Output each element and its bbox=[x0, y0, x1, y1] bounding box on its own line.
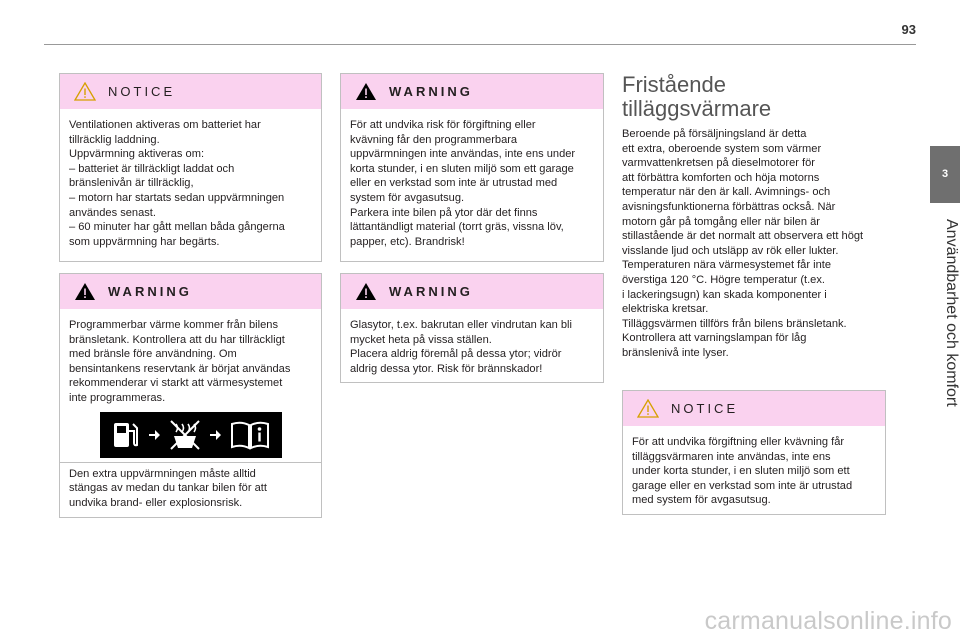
notice-header bbox=[623, 391, 885, 426]
refuel-pictogram bbox=[100, 412, 282, 458]
arrow-icon bbox=[210, 429, 222, 441]
warning-heading: WARNING bbox=[389, 84, 473, 99]
manual-book-icon bbox=[230, 420, 270, 450]
no-heater-icon bbox=[168, 418, 202, 452]
page-number: 93 bbox=[901, 22, 916, 37]
notice-text: Ventilationen aktiveras om batteriet har tillräcklig laddning. Uppvärmning aktiveras om: – batteriet är tillräckligt laddat och bränslenivån är tillräcklig, – motorn har startats sedan uppvärmningen användes senast. – 60 minuter har gått mellan båda gångerna som uppvärmning har begärts. bbox=[69, 119, 285, 248]
notice-heading: NOTICE bbox=[671, 401, 739, 416]
arrow-icon bbox=[149, 429, 161, 441]
warning-triangle-icon bbox=[74, 282, 96, 301]
warning-box-poisoning bbox=[340, 73, 604, 262]
notice-heading: NOTICE bbox=[108, 84, 176, 99]
warning-triangle-icon bbox=[355, 82, 377, 101]
warning-text-top: Programmerbar värme kommer från bilens bränsletank. Kontrollera att du har tillräckligt med bränsle före användning. Om bensintankens reservtank är börjat användas rekommenderar vi starkt att värmesystemet inte programmeras. bbox=[69, 319, 291, 404]
warning-header bbox=[341, 274, 603, 309]
watermark[interactable]: carmanualsonline.info bbox=[704, 607, 952, 635]
warning-heading: WARNING bbox=[108, 284, 192, 299]
warning-heading: WARNING bbox=[389, 284, 473, 299]
fuel-pump-icon bbox=[111, 419, 141, 451]
chapter-tab[interactable]: 3 bbox=[930, 146, 960, 203]
warning-box-fuel bbox=[59, 273, 322, 518]
warning-header bbox=[341, 74, 603, 109]
warning-text-bottom: Den extra uppvärmningen måste alltid stängas av medan du tankar bilen för att undvika brand- eller explosionsrisk. bbox=[69, 467, 267, 509]
chapter-title: Användbarhet och komfort bbox=[943, 219, 960, 407]
warning-text: För att undvika risk för förgiftning eller kvävning får den programmerbara uppvärmningen inte användas, inte ens under korta stunder, i en sluten miljö som ett garage eller en verkstad som inte är utrustad med system för avgasutsug. Parkera inte bilen på ytor där det finns lättantändligt material (torrt gräs, vissna löv, papper, etc). Brandrisk! bbox=[350, 119, 576, 248]
notice-text: För att undvika förgiftning eller kvävning får tilläggsvärmaren inte användas, inte ens under korta stunder, i en sluten miljö som ett garage eller en verkstad som inte är utrustad med system för avgasutsug. bbox=[632, 436, 853, 507]
header-rule bbox=[44, 44, 916, 45]
warning-box-hot-glass bbox=[340, 273, 604, 383]
notice-box-auxiliary-heater bbox=[622, 390, 886, 515]
warning-triangle-outline-icon bbox=[74, 82, 96, 101]
warning-text: Glasytor, t.ex. bakrutan eller vindrutan kan bli mycket heta på vissa ställen. Placera aldrig föremål på dessa ytor; vidrör aldrig dessa ytor. Risk för brännskador! bbox=[350, 319, 572, 375]
warning-header bbox=[60, 274, 321, 309]
section-title: Fristående tilläggsvärmare bbox=[622, 72, 772, 121]
warning-triangle-icon bbox=[355, 282, 377, 301]
notice-header bbox=[60, 74, 321, 109]
section-body: Beroende på försäljningsland är detta ett extra, oberoende system som värmer varmvattenkretsen på dieselmotorer för att förbättra komforten och höja motorns temperatur när den är kall. Avimnings- och avisningsfunktionerna förbättras också. När motorn går på tomgång eller när bilen är stillastående är det normalt att observera ett högt visslande ljud och utsläpp av rök eller lukter. Temperaturen nära värmesystemet får inte överstiga 120 °C. Högre temperatur (t.ex. i lackeringsugn) kan skada komponenter i elektriska kretsar. Tilläggsvärmen tillförs från bilens bränsletank. Kontrollera att varningslampan för låg bränslenivå inte lyser. bbox=[622, 128, 864, 359]
warning-triangle-outline-icon bbox=[637, 399, 659, 418]
notice-box-ventilation bbox=[59, 73, 322, 262]
